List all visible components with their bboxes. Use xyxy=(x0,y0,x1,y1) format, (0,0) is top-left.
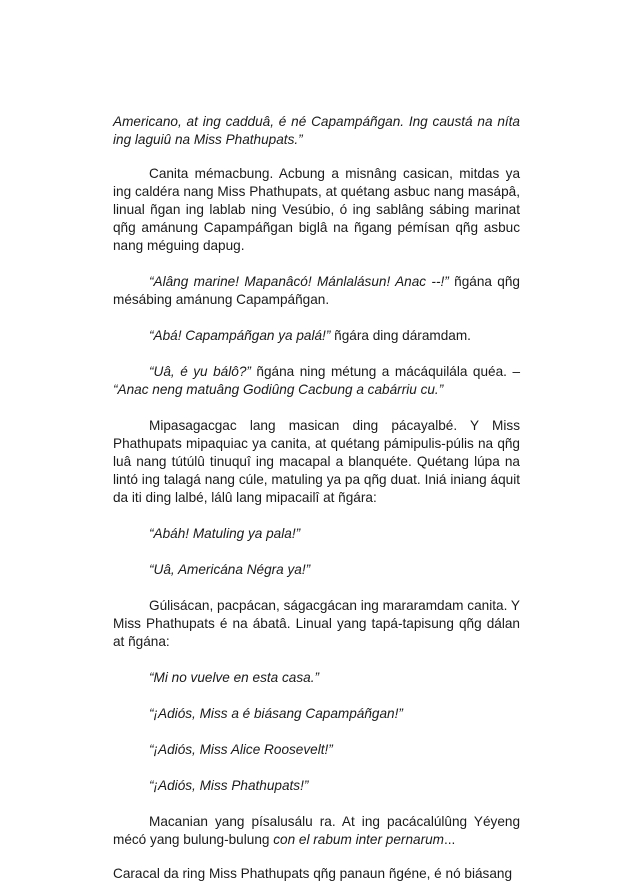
paragraph-15: Caracal da ring Miss Phathupats qñg panaun ñgéne, é nó biásang xyxy=(113,866,513,881)
paragraph-12 xyxy=(113,741,520,759)
paragraph-11 xyxy=(113,705,520,723)
paragraph-3 xyxy=(113,273,520,309)
paragraph-10 xyxy=(113,669,520,687)
italic-text: “Mi no vuelve en esta casa.” xyxy=(149,670,320,685)
document-page xyxy=(113,113,520,883)
italic-text: “¡Adiós, Miss Alice Roosevelt!” xyxy=(149,742,333,757)
body-text: ñgána qñg mésábing amánung Capampáñgan. xyxy=(113,274,520,307)
paragraph-9: Gúlisácan, pacpácan, ságacgácan ing mararamdam canita. Y Miss Phathupats é na ábatâ. Linual yang tapá-tapisung qñg dálan at ñgána: xyxy=(113,598,520,649)
body-text: ñgána ning métung a mácáquilála quéa. – xyxy=(250,364,521,379)
paragraph-1 xyxy=(113,113,520,149)
paragraph-5 xyxy=(113,363,520,399)
paragraph-13 xyxy=(113,777,520,795)
italic-text: “¡Adiós, Miss a é biásang Capampáñgan!” xyxy=(149,706,403,721)
body-text: Macanian yang písalusálu ra. At ing pacácalúlûng Yéyeng mécó yang bulung-bulung xyxy=(113,814,520,847)
italic-text: “Alâng marine! Mapanâcó! Mánlalásun! Anac --!” xyxy=(149,274,449,289)
italic-text: “¡Adiós, Miss Phathupats!” xyxy=(149,778,309,793)
italic-text: “Anac neng matuâng Godiûng Cacbung a cabárriu cu.” xyxy=(113,382,444,397)
italic-text: “Uâ, é yu bálô?” xyxy=(149,364,251,379)
italic-text: “Uâ, Americána Négra ya!” xyxy=(149,562,311,577)
italic-text: con el rabum inter pernarum xyxy=(273,832,444,847)
italic-text: “Abáh! Matuling ya pala!” xyxy=(149,526,301,541)
italic-text: Americano, at ing cadduâ, é né Capampáñgan. Ing caustá na níta ing laguiû na Miss Phathupats.” xyxy=(113,114,520,147)
body-text: ñgára ding dáramdam. xyxy=(330,328,471,343)
italic-text: “Abá! Capampáñgan ya palá!” xyxy=(149,328,331,343)
paragraph-7 xyxy=(113,525,520,543)
paragraph-4 xyxy=(113,327,520,345)
paragraph-6: Mipasagacgac lang masican ding pácayalbé. Y Miss Phathupats mipaquiac ya canita, at quétang pámipulis-púlis na qñg luâ nang tútúlû tinuquî ing macapal a blanquéte. Quétang lúpa na lintó ing talagá nang cúle, matuling ya pa qñg duat. Iniá iniang áquit da iti ding lalbé, lálû lang mipacailî at ñgára: xyxy=(113,418,520,505)
paragraph-14 xyxy=(113,813,520,849)
paragraph-8 xyxy=(113,561,520,579)
paragraph-2: Canita mémacbung. Acbung a misnâng casican, mitdas ya ing caldéra nang Miss Phathupats, at quétang asbuc nang masápâ, linual ñgan ing lablab ning Vesúbio, ó ing sablâng sábing marinat qñg amánung Capampáñgan biglâ na ñgang pémísan qñg asbuc nang méguing dapug. xyxy=(113,166,520,253)
body-text: ... xyxy=(443,832,456,847)
